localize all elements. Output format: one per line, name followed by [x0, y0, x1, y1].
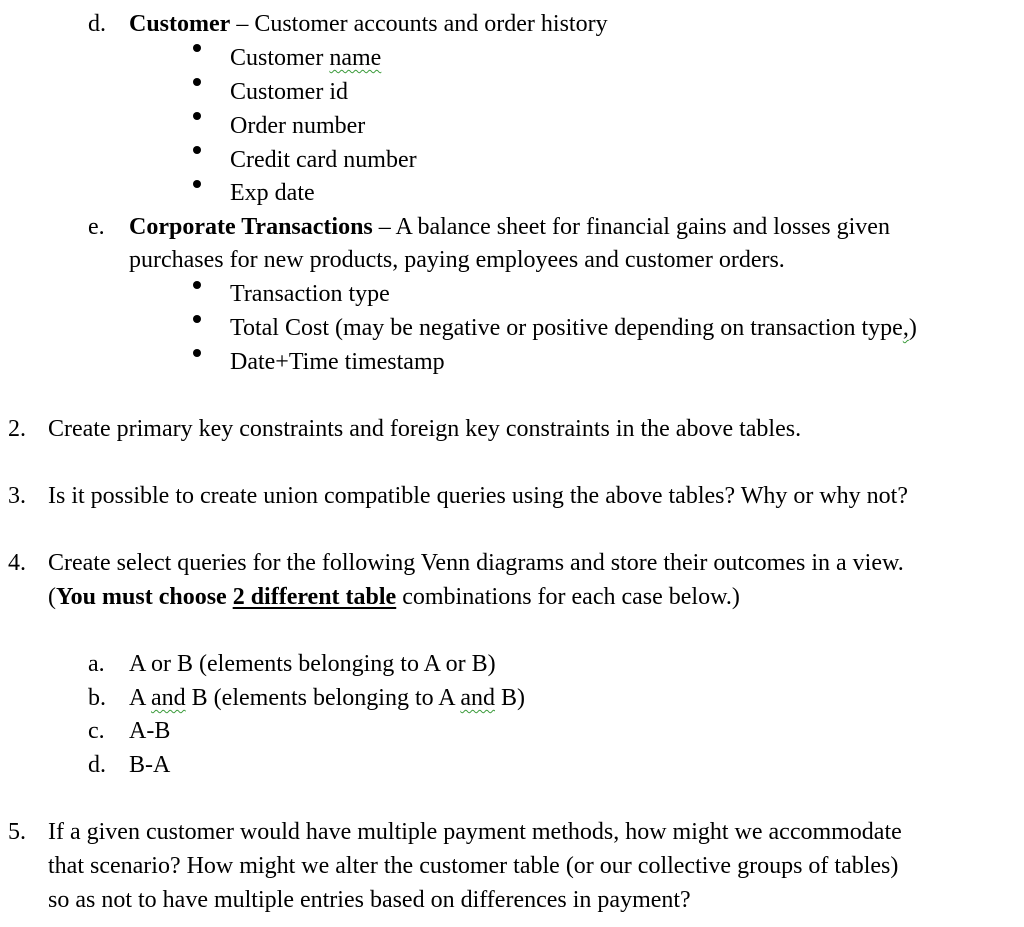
list-item: Customer name	[230, 45, 382, 71]
bullet-icon	[193, 315, 201, 323]
question-2-marker: 2.	[8, 416, 26, 442]
question-4-marker: 4.	[8, 550, 26, 576]
item-a-text: A or B (elements belonging to A or B)	[129, 651, 496, 677]
emphasis-underline: 2 different table	[232, 584, 397, 610]
section-e-description-line2: purchases for new products, paying employees and customer orders.	[129, 247, 785, 273]
item-c-text: A-B	[129, 718, 171, 744]
bullet-icon	[193, 44, 201, 52]
section-d-description: – Customer accounts and order history	[230, 11, 608, 37]
grammar-squiggle: ,	[902, 315, 909, 341]
list-item: Date+Time timestamp	[230, 349, 445, 375]
list-item: Order number	[230, 113, 366, 139]
grammar-squiggle: and	[151, 685, 186, 711]
bullet-icon	[193, 146, 201, 154]
bullet-icon	[193, 180, 201, 188]
bullet-icon	[193, 78, 201, 86]
question-5-text-line3: so as not to have multiple entries based on differences in payment?	[48, 887, 691, 913]
question-4-text-line2: (You must choose 2 different table combinations for each case below.)	[48, 584, 740, 610]
question-5-marker: 5.	[8, 819, 26, 845]
section-d-heading	[129, 7, 608, 41]
item-a-marker: a.	[88, 651, 105, 677]
bullet-icon	[193, 112, 201, 120]
bullet-icon	[193, 349, 201, 357]
section-d-marker: d.	[88, 11, 106, 37]
bullet-icon	[193, 281, 201, 289]
list-item: Total Cost (may be negative or positive depending on transaction type,)	[230, 315, 917, 341]
spelling-squiggle: name	[329, 45, 382, 71]
question-5-text-line1: If a given customer would have multiple payment methods, how might we accommodate	[48, 819, 902, 845]
section-d-title: Customer	[129, 11, 231, 37]
grammar-squiggle: and	[460, 685, 495, 711]
list-item: Exp date	[230, 180, 315, 206]
item-b-marker: b.	[88, 685, 106, 711]
question-2-text: Create primary key constraints and foreign key constraints in the above tables.	[48, 416, 802, 442]
list-item: Customer id	[230, 79, 348, 105]
section-e-description: – A balance sheet for financial gains and losses given	[372, 214, 890, 240]
list-item: Transaction type	[230, 281, 390, 307]
list-item: Credit card number	[230, 147, 417, 173]
item-b-text: A and B (elements belonging to A and B)	[129, 685, 525, 711]
item-c-marker: c.	[88, 718, 105, 744]
question-3-marker: 3.	[8, 483, 26, 509]
item-d-marker: d.	[88, 752, 106, 778]
section-e-title: Corporate Transactions	[129, 214, 373, 240]
item-d-text: B-A	[129, 752, 171, 778]
question-3-text: Is it possible to create union compatible queries using the above tables? Why or why not?	[48, 483, 909, 509]
question-4-text-line1: Create select queries for the following Venn diagrams and store their outcomes in a view.	[48, 550, 904, 576]
question-5-text-line2: that scenario? How might we alter the customer table (or our collective groups of tables)	[48, 853, 899, 879]
section-e-marker: e.	[88, 214, 105, 240]
section-e-heading	[129, 210, 890, 244]
